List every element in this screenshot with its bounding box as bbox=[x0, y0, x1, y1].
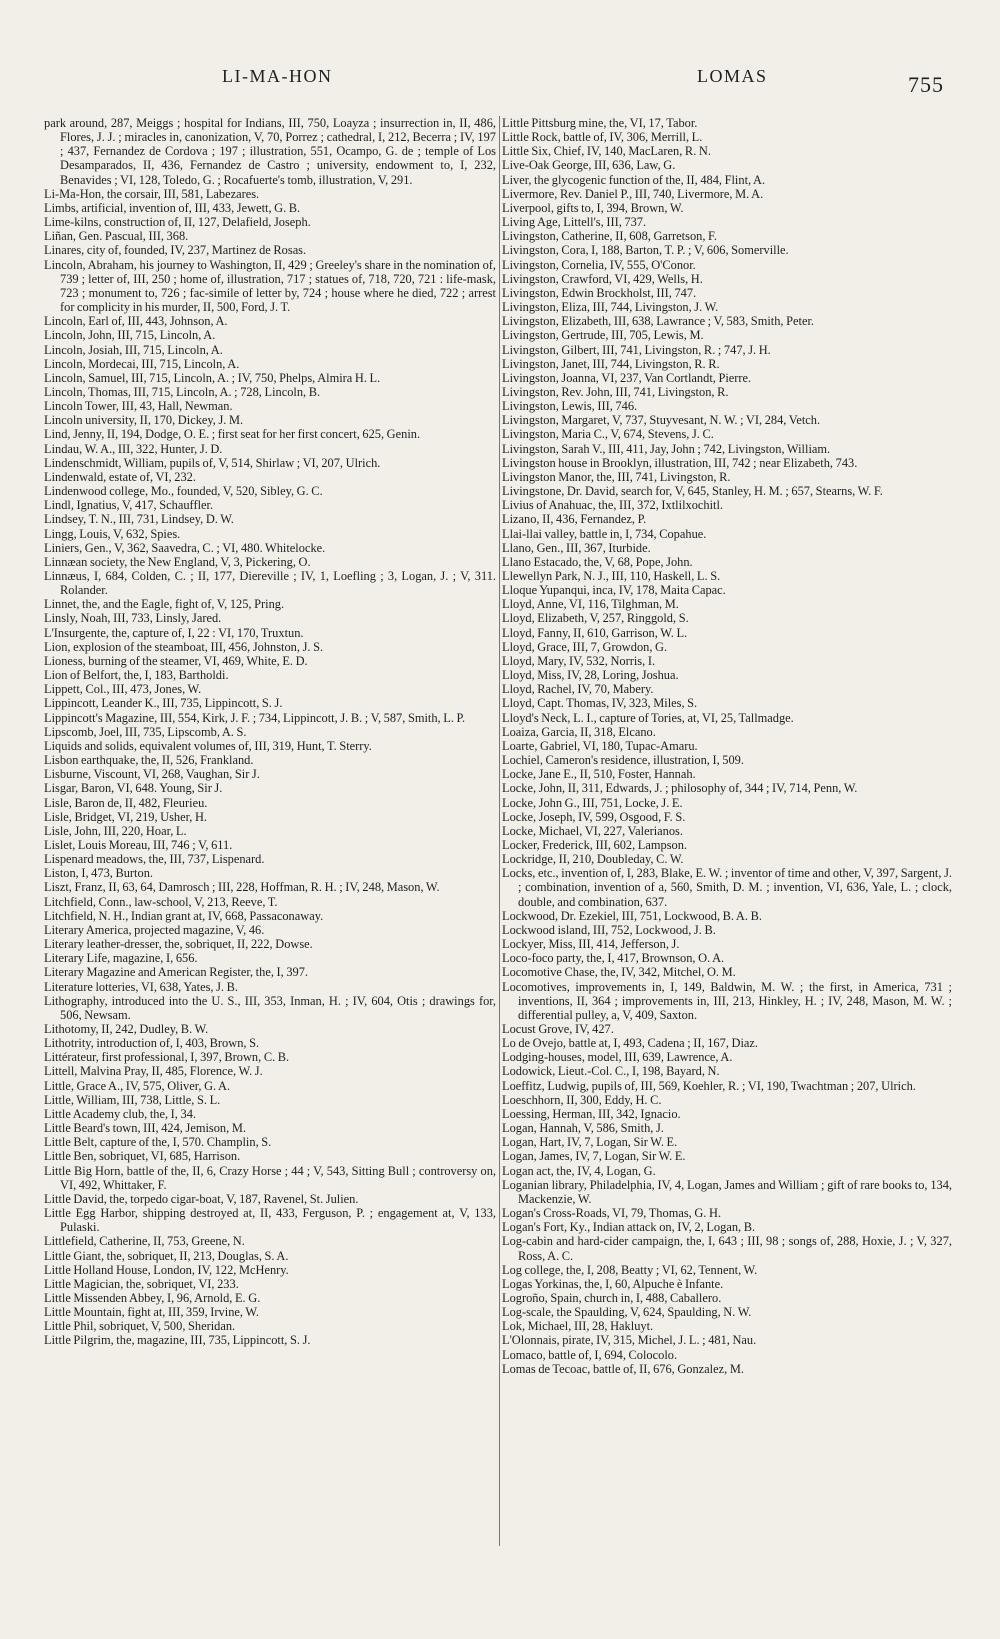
index-entry: Livingston, Cornelia, IV, 555, O'Conor. bbox=[502, 257, 696, 272]
index-entry: Locker, Frederick, III, 602, Lampson. bbox=[502, 837, 688, 852]
index-entry: Lochiel, Cameron's residence, illustration, I, 509. bbox=[502, 753, 744, 768]
index-entry: Lloyd, Capt. Thomas, IV, 323, Miles, S. bbox=[502, 696, 698, 711]
index-entry: Lion, explosion of the steamboat, III, 456, Johnston, J. S. bbox=[44, 639, 324, 654]
index-entry: Logroño, Spain, church in, I, 488, Caballero. bbox=[502, 1290, 722, 1305]
index-entry: Locust Grove, IV, 427. bbox=[502, 1022, 614, 1036]
index-entry: Lioness, burning of the steamer, VI, 469, White, E. D. bbox=[44, 653, 308, 668]
index-entry: Livingston house in Brooklyn, illustration, III, 742 ; near Elizabeth, 743. bbox=[502, 455, 858, 470]
index-entry: Little Beard's town, III, 424, Jemison, M. bbox=[44, 1121, 246, 1136]
index-entry: Liver, the glycogenic function of the, II, 484, Flint, A. bbox=[502, 172, 766, 187]
index-entry: Log college, the, I, 208, Beatty ; VI, 62, Tennent, W. bbox=[502, 1262, 758, 1277]
index-entry: Livingston, Crawford, VI, 429, Wells, H. bbox=[502, 271, 703, 286]
index-entry: Literary leather-dresser, the, sobriquet, II, 222, Dowse. bbox=[44, 937, 313, 952]
index-entry: Logan, Hart, IV, 7, Logan, Sir W. E. bbox=[502, 1135, 678, 1150]
index-entry: Little Six, Chief, IV, 140, MacLaren, R. N. bbox=[502, 144, 711, 159]
index-entry: Locke, Michael, VI, 227, Valerianos. bbox=[502, 823, 683, 838]
index-entry: Locke, John G., III, 751, Locke, J. E. bbox=[502, 795, 683, 810]
index-entry: Lok, Michael, III, 28, Hakluyt. bbox=[502, 1319, 654, 1334]
index-entry: Li-Ma-Hon, the corsair, III, 581, Labezares. bbox=[44, 186, 260, 201]
index-entry: Lipscomb, Joel, III, 735, Lipscomb, A. S. bbox=[44, 724, 247, 739]
index-entry: Livingston, Elizabeth, III, 638, Lawrance ; V, 583, Smith, Peter. bbox=[502, 314, 814, 329]
index-entry: Logan's Fort, Ky., Indian attack on, IV, 2, Logan, B. bbox=[502, 1220, 756, 1235]
index-entry: Lomas de Tecoac, battle of, II, 676, Gonzalez, M. bbox=[502, 1361, 744, 1376]
index-entry: Llano Estacado, the, V, 68, Pope, John. bbox=[502, 554, 693, 569]
index-entry: Linnæan society, the New England, V, 3, Pickering, O. bbox=[44, 554, 311, 569]
index-entry: Lloyd, Miss, IV, 28, Loring, Joshua. bbox=[502, 668, 679, 683]
index-entry: Lincoln Tower, III, 43, Hall, Newman. bbox=[44, 399, 233, 414]
index-entry: Lippincott, Leander K., III, 735, Lippincott, S. J. bbox=[44, 696, 283, 711]
index-entry: Lithotomy, II, 242, Dudley, B. W. bbox=[44, 1022, 209, 1036]
index-entry: Little Egg Harbor, shipping destroyed at, II, 433, Ferguson, P. ; engagement at, V, 133, Pulaski. bbox=[44, 1206, 496, 1235]
index-entry: Little Missenden Abbey, I, 96, Arnold, E. G. bbox=[44, 1290, 261, 1305]
column-divider bbox=[499, 116, 500, 1546]
index-entry: Little Mountain, fight at, III, 359, Irvine, W. bbox=[44, 1305, 260, 1320]
index-entry: Lloyd, Rachel, IV, 70, Mabery. bbox=[502, 682, 654, 697]
index-entry: Lo de Ovejo, battle at, I, 493, Cadena ; II, 167, Diaz. bbox=[502, 1036, 758, 1051]
index-entry: Linnet, the, and the Eagle, fight of, V, 125, Pring. bbox=[44, 597, 285, 612]
index-entry: Livingston, Catherine, II, 608, Garretson, F. bbox=[502, 229, 718, 244]
index-entry: Lisburne, Viscount, VI, 268, Vaughan, Sir J. bbox=[44, 767, 260, 782]
index-entry: Log-cabin and hard-cider campaign, the, I, 643 ; III, 98 ; songs of, 288, Hoxie, J. ; V, 327, Ross, A. C. bbox=[502, 1234, 952, 1263]
index-entry: Lippincott's Magazine, III, 554, Kirk, J. F. ; 734, Lippincott, J. B. ; V, 587, Smith, L. P. bbox=[44, 710, 466, 725]
index-entry: Locke, John, II, 311, Edwards, J. ; philosophy of, 344 ; IV, 714, Penn, W. bbox=[502, 781, 858, 796]
index-entry: Livingston, Sarah V., III, 411, Jay, John ; 742, Livingston, William. bbox=[502, 441, 831, 456]
index-entry: Lloyd, Anne, VI, 116, Tilghman, M. bbox=[502, 597, 679, 612]
index-entry: Little Academy club, the, I, 34. bbox=[44, 1106, 196, 1121]
index-entry: Lisbon earthquake, the, II, 526, Frankland. bbox=[44, 753, 254, 768]
index-entry: Literary Life, magazine, I, 656. bbox=[44, 951, 198, 966]
index-entry: Livius of Anahuac, the, III, 372, Ixtlilxochitl. bbox=[502, 498, 724, 513]
index-entry: Littlefield, Catherine, II, 753, Greene, N. bbox=[44, 1234, 245, 1249]
index-entry: Lincoln, John, III, 715, Lincoln, A. bbox=[44, 328, 216, 343]
index-entry: Llewellyn Park, N. J., III, 110, Haskell, L. S. bbox=[502, 569, 721, 583]
index-entry: Linares, city of, founded, IV, 237, Martinez de Rosas. bbox=[44, 243, 307, 258]
index-entry: Lloyd, Fanny, II, 610, Garrison, W. L. bbox=[502, 625, 688, 640]
index-entry: Log-scale, the Spaulding, V, 624, Spaulding, N. W. bbox=[502, 1305, 752, 1320]
index-entry: Limbs, artificial, invention of, III, 433, Jewett, G. B. bbox=[44, 200, 301, 215]
index-entry: Liszt, Franz, II, 63, 64, Damrosch ; III, 228, Hoffman, R. H. ; IV, 248, Mason, W. bbox=[44, 880, 440, 895]
index-entry: Livingstone, Dr. David, search for, V, 645, Stanley, H. M. ; 657, Stearns, W. F. bbox=[502, 484, 883, 499]
index-entry: Logan's Cross-Roads, VI, 79, Thomas, G. H. bbox=[502, 1206, 722, 1221]
index-entry: Lincoln, Abraham, his journey to Washington, II, 429 ; Greeley's share in the nomination of, 739 ; letter of, III, 250 ; home of, illustration, 717 ; statues of, 718, 720, 721 : life-mask, 723 ; monument to, 726 ; fac-simile of letter by, 724 ; house where he died, 722 ; arrest for complicity in his murder, II, 500, Ford, J. T. bbox=[44, 257, 496, 315]
index-entry: L'Insurgente, the, capture of, I, 22 : VI, 170, Truxtun. bbox=[44, 625, 304, 640]
index-entry: Livingston, Rev. John, III, 741, Livingston, R. bbox=[502, 384, 729, 399]
index-entry: L'Olonnais, pirate, IV, 315, Michel, J. L. ; 481, Nau. bbox=[502, 1333, 757, 1348]
index-entry: Little Ben, sobriquet, VI, 685, Harrison. bbox=[44, 1149, 241, 1164]
index-entry: Lomaco, battle of, I, 694, Colocolo. bbox=[502, 1347, 678, 1362]
index-entry: Livingston, Lewis, III, 746. bbox=[502, 399, 638, 414]
index-entry: Lindenwald, estate of, VI, 232. bbox=[44, 469, 196, 484]
index-entry: Lincoln, Josiah, III, 715, Lincoln, A. bbox=[44, 342, 223, 357]
index-entry: Little Rock, battle of, IV, 306, Merrill, L. bbox=[502, 130, 703, 145]
index-entry: Livermore, Rev. Daniel P., III, 740, Livermore, M. A. bbox=[502, 186, 764, 201]
index-entry: Llai-llai valley, battle in, I, 734, Copahue. bbox=[502, 526, 707, 541]
index-entry: Litchfield, N. H., Indian grant at, IV, 668, Passaconaway. bbox=[44, 908, 324, 923]
index-entry: Livingston, Eliza, III, 744, Livingston, J. W. bbox=[502, 300, 719, 315]
index-entry: Locomotives, improvements in, I, 149, Baldwin, M. W. ; the first, in America, 731 ; inventions, II, 364 ; improvements in, III, 213, Hinkley, H. ; IV, 248, Mason, M. W. ; differential pulley, a, V, 409, Saxton. bbox=[502, 979, 952, 1022]
index-entry: Lodging-houses, model, III, 639, Lawrence, A. bbox=[502, 1050, 733, 1065]
index-entry: Livingston, Edwin Brockholst, III, 747. bbox=[502, 285, 697, 300]
index-entry: Linsly, Noah, III, 733, Linsly, Jared. bbox=[44, 611, 222, 626]
index-entry: Loaiza, Garcia, II, 318, Elcano. bbox=[502, 724, 656, 739]
index-entry: Literary America, projected magazine, V, 46. bbox=[44, 922, 265, 937]
index-entry: Little Pittsburg mine, the, VI, 17, Tabor. bbox=[502, 116, 698, 130]
index-entry: Lithography, introduced into the U. S., III, 353, Inman, H. ; IV, 604, Otis ; drawings for, 506, Newsam. bbox=[44, 993, 496, 1022]
index-entry: Littell, Malvina Pray, II, 485, Florence, W. J. bbox=[44, 1064, 263, 1079]
index-entry: Lindsey, T. N., III, 731, Lindsey, D. W. bbox=[44, 512, 234, 527]
index-entry: Logas Yorkinas, the, I, 60, Alpuche è Infante. bbox=[502, 1276, 724, 1291]
index-entry: Lisle, Bridget, VI, 219, Usher, H. bbox=[44, 809, 207, 824]
index-entry: park around, 287, Meiggs ; hospital for Indians, III, 750, Loayza ; insurrection in, II, 486, Flores, J. J. ; miracles in, canonization, V, 70, Porrez ; cathedral, I, 212, Becerra ; IV, 197 ; 437, Fernandez de Cordova ; 197 ; illustration, 551, Ocampo, G. de ; temple of Los Desamparados, II, 436, Fernandez de Castro ; university, endowment to, I, 232, Benavides ; VI, 128, Toledo, G. ; Rocafuerte's tomb, illustration, V, 291. bbox=[44, 116, 496, 187]
index-entry: Little Giant, the, sobriquet, II, 213, Douglas, S. A. bbox=[44, 1248, 289, 1263]
index-entry: Lisgar, Baron, VI, 648. Young, Sir J. bbox=[44, 781, 223, 796]
running-head-left: LI-MA-HON bbox=[222, 66, 333, 86]
index-entry: Little Holland House, London, IV, 122, McHenry. bbox=[44, 1262, 289, 1277]
running-head-right: LOMAS bbox=[697, 66, 768, 86]
index-entry: Literary Magazine and American Register, the, I, 397. bbox=[44, 965, 309, 980]
index-entry: Lisle, Baron de, II, 482, Fleurieu. bbox=[44, 795, 208, 810]
index-entry: Lincoln university, II, 170, Dickey, J. M. bbox=[44, 413, 244, 428]
index-entry: Lindenschmidt, William, pupils of, V, 514, Shirlaw ; VI, 207, Ulrich. bbox=[44, 455, 381, 470]
index-entry: Little David, the, torpedo cigar-boat, V, 187, Ravenel, St. Julien. bbox=[44, 1191, 359, 1206]
index-entry: Little Phil, sobriquet, V, 500, Sheridan. bbox=[44, 1319, 236, 1334]
index-entry: Locomotive Chase, the, IV, 342, Mitchel, O. M. bbox=[502, 965, 736, 980]
index-entry: Lingg, Louis, V, 632, Spies. bbox=[44, 526, 181, 541]
index-entry: Lion of Belfort, the, I, 183, Bartholdi. bbox=[44, 668, 229, 683]
index-entry: Locke, Jane E., II, 510, Foster, Hannah. bbox=[502, 767, 696, 782]
index-entry: Lloyd, Grace, III, 7, Growdon, G. bbox=[502, 639, 668, 654]
index-entry: Little Big Horn, battle of the, II, 6, Crazy Horse ; 44 ; V, 543, Sitting Bull ; controversy on, VI, 492, Whittaker, F. bbox=[44, 1163, 496, 1192]
index-entry: Lincoln, Thomas, III, 715, Lincoln, A. ; 728, Lincoln, B. bbox=[44, 384, 321, 399]
index-entry: Littérateur, first professional, I, 397, Brown, C. B. bbox=[44, 1050, 290, 1065]
index-entry: Liquids and solids, equivalent volumes of, III, 319, Hunt, T. Sterry. bbox=[44, 738, 372, 753]
index-entry: Little Belt, capture of the, I, 570. Champlin, S. bbox=[44, 1135, 272, 1150]
index-entry: Lime-kilns, construction of, II, 127, Delafield, Joseph. bbox=[44, 215, 311, 230]
index-entry: Live-Oak George, III, 636, Law, G. bbox=[502, 158, 676, 173]
index-entry: Livingston, Cora, I, 188, Barton, T. P. ; V, 606, Somerville. bbox=[502, 243, 789, 258]
index-entry: Liverpool, gifts to, I, 394, Brown, W. bbox=[502, 200, 684, 215]
index-entry: Lindenwood college, Mo., founded, V, 520, Sibley, G. C. bbox=[44, 484, 323, 499]
index-entry: Livingston Manor, the, III, 741, Livingston, R. bbox=[502, 469, 731, 484]
index-entry: Lippett, Col., III, 473, Jones, W. bbox=[44, 682, 202, 697]
index-entry: Loeschhorn, II, 300, Eddy, H. C. bbox=[502, 1092, 662, 1107]
index-entry: Lloyd, Elizabeth, V, 257, Ringgold, S. bbox=[502, 611, 689, 626]
index-entry: Little, William, III, 738, Little, S. L. bbox=[44, 1092, 221, 1107]
index-entry: Loessing, Herman, III, 342, Ignacio. bbox=[502, 1106, 681, 1121]
index-entry: Lockwood, Dr. Ezekiel, III, 751, Lockwood, B. A. B. bbox=[502, 908, 762, 923]
index-entry: Livingston, Gilbert, III, 741, Livingston, R. ; 747, J. H. bbox=[502, 342, 771, 357]
index-entry: Lockwood island, III, 752, Lockwood, J. B. bbox=[502, 922, 716, 937]
index-entry: Livingston, Gertrude, III, 705, Lewis, M. bbox=[502, 328, 704, 343]
index-entry: Lloque Yupanqui, inca, IV, 178, Maita Capac. bbox=[502, 583, 726, 598]
index-column-left bbox=[44, 116, 496, 1348]
index-entry: Lisle, John, III, 220, Hoar, L. bbox=[44, 823, 187, 838]
index-entry: Lithotrity, introduction of, I, 403, Brown, S. bbox=[44, 1036, 260, 1051]
index-entry: Lindau, W. A., III, 322, Hunter, J. D. bbox=[44, 441, 223, 456]
page-number: 755 bbox=[908, 72, 944, 97]
index-entry: Livingston, Janet, III, 744, Livingston, R. R. bbox=[502, 356, 720, 371]
index-entry: Lindl, Ignatius, V, 417, Schauffler. bbox=[44, 498, 214, 513]
index-entry: Living Age, Littell's, III, 737. bbox=[502, 215, 647, 230]
index-entry: Loco-foco party, the, I, 417, Brownson, O. A. bbox=[502, 951, 725, 966]
index-entry: Lockyer, Miss, III, 414, Jefferson, J. bbox=[502, 937, 680, 952]
index-entry: Lloyd, Mary, IV, 532, Norris, I. bbox=[502, 653, 656, 668]
index-entry: Little Magician, the, sobriquet, VI, 233. bbox=[44, 1276, 239, 1291]
index-entry: Liniers, Gen., V, 362, Saavedra, C. ; VI, 480. Whitelocke. bbox=[44, 540, 326, 555]
index-entry: Livingston, Margaret, V, 737, Stuyvesant, N. W. ; VI, 284, Vetch. bbox=[502, 413, 821, 428]
index-entry: Loganian library, Philadelphia, IV, 4, Logan, James and William ; gift of rare books to, 134, Mackenzie, W. bbox=[502, 1177, 952, 1206]
index-entry: Liston, I, 473, Burton. bbox=[44, 866, 153, 881]
index-entry: Lind, Jenny, II, 194, Dodge, O. E. ; first seat for her first concert, 625, Genin. bbox=[44, 427, 421, 442]
index-entry: Livingston, Maria C., V, 674, Stevens, J. C. bbox=[502, 427, 714, 442]
index-entry: Lockridge, II, 210, Doubleday, C. W. bbox=[502, 852, 684, 867]
index-entry: Little Pilgrim, the, magazine, III, 735, Lippincott, S. J. bbox=[44, 1333, 311, 1348]
index-entry: Locks, etc., invention of, I, 283, Blake, E. W. ; inventor of time and other, V, 397, Sargent, J. ; combination, invention of a, 560, Smith, D. M. ; invention, VI, 636, Yale, L. ; clock, double, and combination, 637. bbox=[502, 866, 952, 909]
index-entry: Little, Grace A., IV, 575, Oliver, G. A. bbox=[44, 1078, 231, 1093]
index-entry: Lodowick, Lieut.-Col. C., I, 198, Bayard, N. bbox=[502, 1064, 720, 1079]
index-entry: Logan, James, IV, 7, Logan, Sir W. E. bbox=[502, 1149, 686, 1164]
index-entry: Livingston, Joanna, VI, 237, Van Cortlandt, Pierre. bbox=[502, 370, 752, 385]
index-entry: Llano, Gen., III, 367, Iturbide. bbox=[502, 540, 651, 555]
index-entry: Logan act, the, IV, 4, Logan, G. bbox=[502, 1163, 656, 1178]
index-entry: Liñan, Gen. Pascual, III, 368. bbox=[44, 229, 189, 244]
index-entry: Loarte, Gabriel, VI, 180, Tupac-Amaru. bbox=[502, 738, 698, 753]
index-entry: Lloyd's Neck, L. I., capture of Tories, at, VI, 25, Tallmadge. bbox=[502, 710, 794, 725]
index-entry: Loeffitz, Ludwig, pupils of, III, 569, Koehler, R. ; VI, 190, Twachtman ; 207, Ulrich. bbox=[502, 1078, 916, 1093]
index-entry: Litchfield, Conn., law-school, V, 213, Reeve, T. bbox=[44, 894, 278, 909]
index-entry: Lincoln, Earl of, III, 443, Johnson, A. bbox=[44, 314, 228, 329]
index-entry: Lislet, Louis Moreau, III, 746 ; V, 611. bbox=[44, 837, 233, 852]
index-entry: Lizano, II, 436, Fernandez, P. bbox=[502, 512, 647, 527]
index-entry: Lispenard meadows, the, III, 737, Lispenard. bbox=[44, 852, 265, 867]
index-entry: Literature lotteries, VI, 638, Yates, J. B. bbox=[44, 979, 238, 994]
index-entry: Lincoln, Mordecai, III, 715, Lincoln, A. bbox=[44, 356, 240, 371]
index-entry: Locke, Joseph, IV, 599, Osgood, F. S. bbox=[502, 809, 686, 824]
index-column-right bbox=[502, 116, 952, 1376]
index-entry: Linnæus, I, 684, Colden, C. ; II, 177, Diereville ; IV, 1, Loefling ; 3, Logan, J. ; V, 311. Rolander. bbox=[44, 569, 496, 598]
index-entry: Logan, Hannah, V, 586, Smith, J. bbox=[502, 1121, 664, 1136]
index-entry: Lincoln, Samuel, III, 715, Lincoln, A. ; IV, 750, Phelps, Almira H. L. bbox=[44, 370, 381, 385]
